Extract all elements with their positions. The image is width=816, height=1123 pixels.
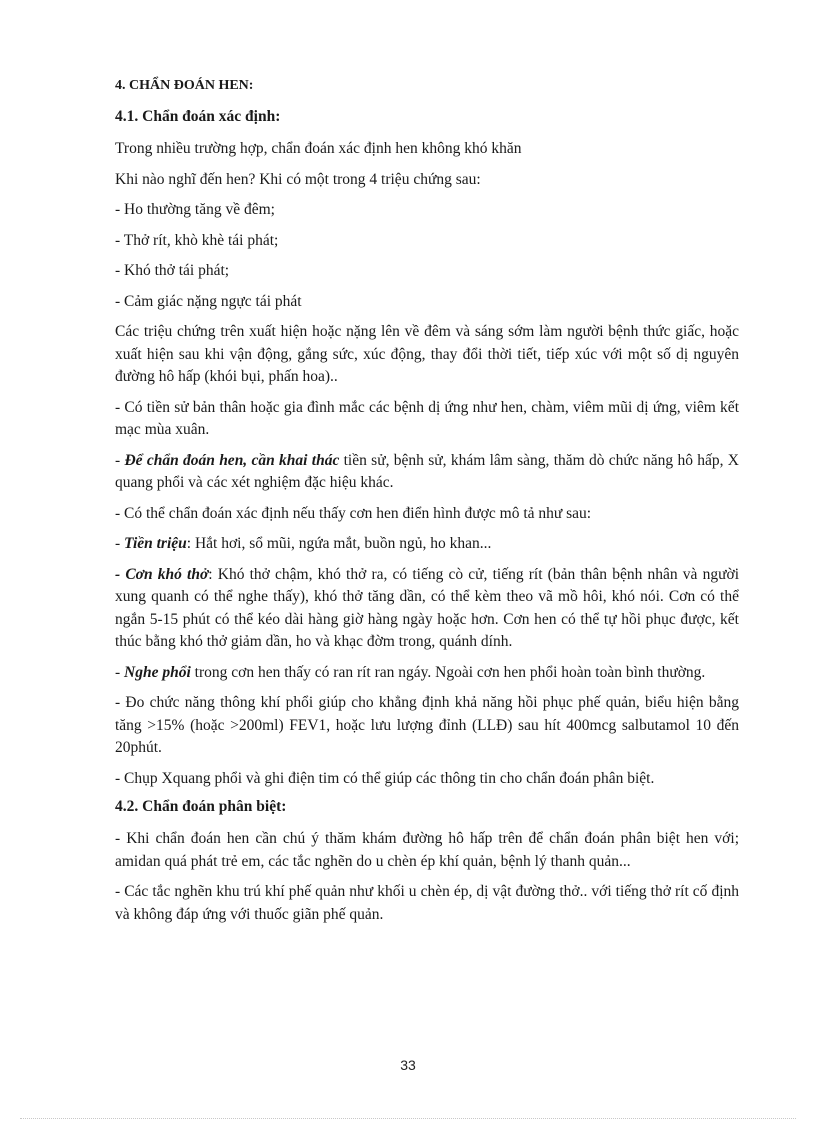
paragraph-symptom-note: Các triệu chứng trên xuất hiện hoặc nặng lên về đêm và sáng sớm làm người bệnh thức giấc, hoặc xuất hiện sau khi vận động, gắng sức, xúc động, thay đổi thời tiết, tiếp xúc với một số dị nguyên đường hô hấp (khói bụi, phấn hoa).. bbox=[115, 323, 739, 385]
dyspnea-keyword: - Cơn khó thở bbox=[115, 565, 209, 583]
diag-rest: tiền sử, bệnh sử, khám lâm sàng, thăm dò chức năng hô hấp, X quang phổi và các xét nghiệm đặc hiệu khác. bbox=[115, 451, 739, 491]
section-title: 4. CHẨN ĐOÁN HEN: bbox=[115, 78, 254, 93]
paragraph-spirometry: - Đo chức năng thông khí phổi giúp cho khẳng định khả năng hồi phục phế quản, biểu hiện bằng tăng >15% (hoặc >200ml) FEV1, hoặc lưu lượng đỉnh (LLĐ) sau hít 400mcg salbutamol 10 đến 20phút. bbox=[115, 694, 739, 756]
paragraph-differential-2: - Các tắc nghẽn khu trú khí phế quản như khối u chèn ép, dị vật đường thở.. với tiếng thở rít cố định và không đáp ứng với thuốc giãn phế quản. bbox=[115, 883, 739, 923]
paragraph-intro: Trong nhiều trường hợp, chẩn đoán xác định hen không khó khăn bbox=[115, 140, 522, 157]
prodrome-prefix: - bbox=[115, 535, 125, 552]
lung-rest: trong cơn hen thấy có ran rít ran ngáy. Ngoài cơn hen phổi hoàn toàn bình thường. bbox=[190, 663, 706, 681]
paragraph-history: - Có tiền sử bản thân hoặc gia đình mắc các bệnh dị ứng như hen, chàm, viêm mũi dị ứng, viêm kết mạc mùa xuân. bbox=[115, 398, 739, 438]
lung-prefix: - bbox=[115, 663, 125, 681]
diag-keyword: Để chẩn đoán hen, cần khai thác bbox=[124, 451, 340, 469]
paragraph-diagnosis-approach bbox=[115, 450, 739, 495]
lung-keyword: Nghe phổi bbox=[124, 663, 191, 681]
symptom-item: - Cảm giác nặng ngực tái phát bbox=[115, 292, 302, 310]
paragraph-question: Khi nào nghĩ đến hen? Khi có một trong 4 triệu chứng sau: bbox=[115, 170, 481, 188]
prodrome-rest: : Hắt hơi, sổ mũi, ngứa mắt, buồn ngủ, ho khan... bbox=[186, 535, 492, 552]
page-bottom-divider bbox=[20, 1118, 796, 1119]
paragraph-dyspnea bbox=[115, 564, 739, 654]
subsection-title-differential-diagnosis: 4.2. Chẩn đoán phân biệt: bbox=[115, 798, 287, 815]
document-page bbox=[115, 78, 739, 934]
dyspnea-rest: : Khó thở chậm, khó thở ra, có tiếng cò cử, tiếng rít (bản thân bệnh nhân và người xung quanh có thể nghe thấy), khó thở tăng dần, có thể kèm theo vã mồ hôi, khó nói. Cơn có thể ngắn 5-15 phút có thể kéo dài hàng giờ hàng ngày hoặc hơn. Cơn hen có thể tự hồi phục được, kết thúc bằng khó thở giảm dần, ho và khạc đờm trong, quánh dính. bbox=[115, 565, 739, 650]
subsection-title-definitive-diagnosis: 4.1. Chẩn đoán xác định: bbox=[115, 108, 281, 125]
prodrome-keyword: Tiền triệu bbox=[124, 535, 187, 552]
symptom-item: - Thở rít, khò khè tái phát; bbox=[115, 231, 279, 249]
paragraph-lung-auscultation bbox=[115, 662, 739, 685]
paragraph-typical-attack: - Có thể chẩn đoán xác định nếu thấy cơn hen điển hình được mô tả như sau: bbox=[115, 504, 592, 522]
paragraph-xray: - Chụp Xquang phổi và ghi điện tim có thể giúp các thông tin cho chẩn đoán phân biệt. bbox=[115, 769, 655, 787]
diag-prefix: - bbox=[115, 451, 125, 469]
symptom-item: - Ho thường tăng về đêm; bbox=[115, 201, 275, 218]
page-number: 33 bbox=[400, 1057, 416, 1073]
paragraph-prodrome bbox=[115, 533, 739, 556]
paragraph-differential-1: - Khi chẩn đoán hen cần chú ý thăm khám đường hô hấp trên để chẩn đoán phân biệt hen với; amidan quá phát trẻ em, các tắc nghẽn do u chèn ép khí quản, bệnh lý thanh quản... bbox=[115, 830, 739, 870]
symptom-item: - Khó thở tái phát; bbox=[115, 262, 230, 279]
